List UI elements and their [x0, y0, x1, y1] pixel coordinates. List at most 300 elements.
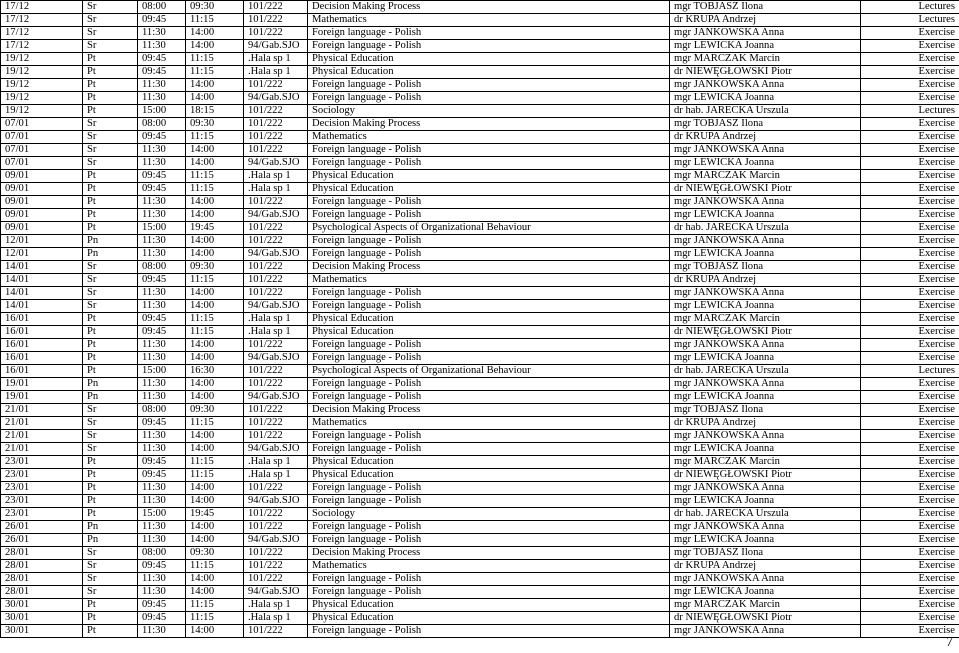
- date-cell: 14/01: [1, 287, 83, 300]
- subject-cell: Foreign language - Polish: [308, 391, 670, 404]
- date-cell: 16/01: [1, 352, 83, 365]
- table-row: [1, 53, 959, 66]
- teacher-cell: mgr TOBJASZ Ilona: [670, 404, 861, 417]
- date-cell: 17/12: [1, 40, 83, 53]
- subject-cell: Foreign language - Polish: [308, 300, 670, 313]
- start-time-cell: 09:45: [138, 326, 186, 339]
- start-time-cell: 09:45: [138, 14, 186, 27]
- room-cell: 101/222: [244, 625, 308, 638]
- table-row: [1, 79, 959, 92]
- subject-cell: Foreign language - Polish: [308, 586, 670, 599]
- class-type-cell: Exercise: [861, 391, 959, 404]
- teacher-cell: mgr JANKOWSKA Anna: [670, 196, 861, 209]
- subject-cell: Decision Making Process: [308, 261, 670, 274]
- table-row: [1, 313, 959, 326]
- date-cell: 26/01: [1, 534, 83, 547]
- day-cell: Pt: [83, 209, 138, 222]
- start-time-cell: 11:30: [138, 196, 186, 209]
- subject-cell: Physical Education: [308, 183, 670, 196]
- end-time-cell: 11:15: [186, 560, 244, 573]
- teacher-cell: mgr LEWICKA Joanna: [670, 248, 861, 261]
- end-time-cell: 11:15: [186, 417, 244, 430]
- start-time-cell: 09:45: [138, 274, 186, 287]
- day-cell: Pt: [83, 53, 138, 66]
- end-time-cell: 11:15: [186, 183, 244, 196]
- table-row: [1, 196, 959, 209]
- class-type-cell: Exercise: [861, 547, 959, 560]
- date-cell: 23/01: [1, 508, 83, 521]
- end-time-cell: 11:15: [186, 599, 244, 612]
- date-cell: 28/01: [1, 586, 83, 599]
- day-cell: Pt: [83, 612, 138, 625]
- class-type-cell: Exercise: [861, 170, 959, 183]
- date-cell: 19/12: [1, 53, 83, 66]
- table-row: [1, 274, 959, 287]
- class-type-cell: Exercise: [861, 352, 959, 365]
- table-row: [1, 339, 959, 352]
- room-cell: 101/222: [244, 131, 308, 144]
- class-type-cell: Exercise: [861, 27, 959, 40]
- subject-cell: Mathematics: [308, 560, 670, 573]
- start-time-cell: 09:45: [138, 560, 186, 573]
- teacher-cell: dr KRUPA Andrzej: [670, 274, 861, 287]
- room-cell: 94/Gab.SJO: [244, 443, 308, 456]
- date-cell: 19/01: [1, 378, 83, 391]
- teacher-cell: mgr TOBJASZ Ilona: [670, 1, 861, 14]
- end-time-cell: 19:45: [186, 508, 244, 521]
- day-cell: Śr: [83, 560, 138, 573]
- room-cell: 94/Gab.SJO: [244, 209, 308, 222]
- date-cell: 16/01: [1, 313, 83, 326]
- subject-cell: Physical Education: [308, 53, 670, 66]
- start-time-cell: 09:45: [138, 599, 186, 612]
- subject-cell: Decision Making Process: [308, 547, 670, 560]
- room-cell: .Hala sp 1: [244, 599, 308, 612]
- table-row: [1, 248, 959, 261]
- subject-cell: Physical Education: [308, 313, 670, 326]
- end-time-cell: 18:15: [186, 105, 244, 118]
- start-time-cell: 08:00: [138, 118, 186, 131]
- end-time-cell: 14:00: [186, 378, 244, 391]
- subject-cell: Mathematics: [308, 417, 670, 430]
- day-cell: Pt: [83, 365, 138, 378]
- end-time-cell: 14:00: [186, 92, 244, 105]
- end-time-cell: 14:00: [186, 352, 244, 365]
- end-time-cell: 14:00: [186, 573, 244, 586]
- subject-cell: Foreign language - Polish: [308, 573, 670, 586]
- table-row: [1, 430, 959, 443]
- end-time-cell: 14:00: [186, 521, 244, 534]
- start-time-cell: 11:30: [138, 339, 186, 352]
- start-time-cell: 11:30: [138, 495, 186, 508]
- table-row: [1, 118, 959, 131]
- subject-cell: Foreign language - Polish: [308, 287, 670, 300]
- end-time-cell: 14:00: [186, 586, 244, 599]
- class-type-cell: Lectures: [861, 1, 959, 14]
- class-type-cell: Lectures: [861, 105, 959, 118]
- day-cell: Śr: [83, 417, 138, 430]
- subject-cell: Foreign language - Polish: [308, 352, 670, 365]
- room-cell: 94/Gab.SJO: [244, 157, 308, 170]
- date-cell: 14/01: [1, 300, 83, 313]
- end-time-cell: 09:30: [186, 1, 244, 14]
- start-time-cell: 11:30: [138, 287, 186, 300]
- date-cell: 30/01: [1, 612, 83, 625]
- subject-cell: Foreign language - Polish: [308, 625, 670, 638]
- table-row: [1, 456, 959, 469]
- room-cell: 101/222: [244, 404, 308, 417]
- date-cell: 14/01: [1, 274, 83, 287]
- room-cell: 101/222: [244, 482, 308, 495]
- teacher-cell: mgr MARCZAK Marcin: [670, 170, 861, 183]
- date-cell: 21/01: [1, 430, 83, 443]
- start-time-cell: 08:00: [138, 547, 186, 560]
- subject-cell: Foreign language - Polish: [308, 235, 670, 248]
- day-cell: Pn: [83, 235, 138, 248]
- class-type-cell: Exercise: [861, 469, 959, 482]
- class-type-cell: Exercise: [861, 404, 959, 417]
- table-row: [1, 287, 959, 300]
- class-type-cell: Exercise: [861, 521, 959, 534]
- start-time-cell: 11:30: [138, 209, 186, 222]
- subject-cell: Physical Education: [308, 66, 670, 79]
- subject-cell: Physical Education: [308, 599, 670, 612]
- subject-cell: Foreign language - Polish: [308, 482, 670, 495]
- start-time-cell: 15:00: [138, 508, 186, 521]
- subject-cell: Foreign language - Polish: [308, 443, 670, 456]
- day-cell: Śr: [83, 430, 138, 443]
- room-cell: .Hala sp 1: [244, 66, 308, 79]
- subject-cell: Foreign language - Polish: [308, 27, 670, 40]
- end-time-cell: 19:45: [186, 222, 244, 235]
- date-cell: 07/01: [1, 144, 83, 157]
- subject-cell: Mathematics: [308, 14, 670, 27]
- day-cell: Pt: [83, 599, 138, 612]
- subject-cell: Foreign language - Polish: [308, 521, 670, 534]
- date-cell: 19/12: [1, 66, 83, 79]
- subject-cell: Foreign language - Polish: [308, 40, 670, 53]
- day-cell: Pn: [83, 534, 138, 547]
- class-type-cell: Exercise: [861, 534, 959, 547]
- day-cell: Śr: [83, 118, 138, 131]
- room-cell: 101/222: [244, 378, 308, 391]
- day-cell: Pt: [83, 469, 138, 482]
- teacher-cell: mgr JANKOWSKA Anna: [670, 235, 861, 248]
- subject-cell: Sociology: [308, 105, 670, 118]
- class-type-cell: Exercise: [861, 300, 959, 313]
- room-cell: 101/222: [244, 118, 308, 131]
- subject-cell: Psychological Aspects of Organizational Behaviour: [308, 365, 670, 378]
- subject-cell: Foreign language - Polish: [308, 209, 670, 222]
- class-type-cell: Exercise: [861, 157, 959, 170]
- end-time-cell: 11:15: [186, 456, 244, 469]
- room-cell: .Hala sp 1: [244, 469, 308, 482]
- room-cell: 101/222: [244, 573, 308, 586]
- end-time-cell: 14:00: [186, 144, 244, 157]
- subject-cell: Mathematics: [308, 274, 670, 287]
- start-time-cell: 11:30: [138, 79, 186, 92]
- start-time-cell: 11:30: [138, 352, 186, 365]
- start-time-cell: 09:45: [138, 131, 186, 144]
- table-row: [1, 1, 959, 14]
- table-row: [1, 222, 959, 235]
- end-time-cell: 14:00: [186, 235, 244, 248]
- date-cell: 16/01: [1, 365, 83, 378]
- teacher-cell: dr KRUPA Andrzej: [670, 560, 861, 573]
- day-cell: Pt: [83, 482, 138, 495]
- room-cell: 101/222: [244, 430, 308, 443]
- start-time-cell: 09:45: [138, 183, 186, 196]
- teacher-cell: mgr TOBJASZ Ilona: [670, 547, 861, 560]
- day-cell: Śr: [83, 287, 138, 300]
- class-type-cell: Exercise: [861, 417, 959, 430]
- room-cell: .Hala sp 1: [244, 170, 308, 183]
- end-time-cell: 14:00: [186, 625, 244, 638]
- class-type-cell: Exercise: [861, 378, 959, 391]
- start-time-cell: 11:30: [138, 625, 186, 638]
- room-cell: 94/Gab.SJO: [244, 586, 308, 599]
- teacher-cell: mgr LEWICKA Joanna: [670, 534, 861, 547]
- subject-cell: Foreign language - Polish: [308, 534, 670, 547]
- subject-cell: Foreign language - Polish: [308, 378, 670, 391]
- end-time-cell: 14:00: [186, 300, 244, 313]
- start-time-cell: 11:30: [138, 443, 186, 456]
- end-time-cell: 14:00: [186, 443, 244, 456]
- end-time-cell: 09:30: [186, 261, 244, 274]
- class-type-cell: Exercise: [861, 222, 959, 235]
- teacher-cell: dr NIEWĘGŁOWSKI Piotr: [670, 612, 861, 625]
- teacher-cell: dr NIEWĘGŁOWSKI Piotr: [670, 469, 861, 482]
- teacher-cell: mgr JANKOWSKA Anna: [670, 27, 861, 40]
- class-type-cell: Exercise: [861, 131, 959, 144]
- start-time-cell: 11:30: [138, 482, 186, 495]
- room-cell: 101/222: [244, 235, 308, 248]
- teacher-cell: mgr JANKOWSKA Anna: [670, 573, 861, 586]
- teacher-cell: mgr LEWICKA Joanna: [670, 300, 861, 313]
- end-time-cell: 14:00: [186, 430, 244, 443]
- start-time-cell: 09:45: [138, 66, 186, 79]
- table-row: [1, 508, 959, 521]
- subject-cell: Foreign language - Polish: [308, 79, 670, 92]
- date-cell: 09/01: [1, 183, 83, 196]
- end-time-cell: 14:00: [186, 157, 244, 170]
- day-cell: Pt: [83, 222, 138, 235]
- subject-cell: Foreign language - Polish: [308, 495, 670, 508]
- class-type-cell: Exercise: [861, 612, 959, 625]
- room-cell: 101/222: [244, 287, 308, 300]
- start-time-cell: 11:30: [138, 235, 186, 248]
- schedule-rows: [1, 1, 959, 638]
- date-cell: 19/12: [1, 79, 83, 92]
- start-time-cell: 08:00: [138, 404, 186, 417]
- start-time-cell: 15:00: [138, 222, 186, 235]
- end-time-cell: 14:00: [186, 534, 244, 547]
- day-cell: Śr: [83, 573, 138, 586]
- teacher-cell: mgr LEWICKA Joanna: [670, 157, 861, 170]
- date-cell: 09/01: [1, 196, 83, 209]
- day-cell: Śr: [83, 157, 138, 170]
- room-cell: 101/222: [244, 144, 308, 157]
- table-row: [1, 27, 959, 40]
- room-cell: 101/222: [244, 560, 308, 573]
- table-row: [1, 144, 959, 157]
- date-cell: 09/01: [1, 209, 83, 222]
- table-row: [1, 404, 959, 417]
- day-cell: Pn: [83, 391, 138, 404]
- class-type-cell: Exercise: [861, 586, 959, 599]
- room-cell: 101/222: [244, 105, 308, 118]
- start-time-cell: 11:30: [138, 27, 186, 40]
- start-time-cell: 11:30: [138, 534, 186, 547]
- day-cell: Pt: [83, 170, 138, 183]
- teacher-cell: dr hab. JARECKA Urszula: [670, 105, 861, 118]
- subject-cell: Decision Making Process: [308, 404, 670, 417]
- subject-cell: Sociology: [308, 508, 670, 521]
- date-cell: 23/01: [1, 482, 83, 495]
- date-cell: 26/01: [1, 521, 83, 534]
- room-cell: .Hala sp 1: [244, 183, 308, 196]
- teacher-cell: dr KRUPA Andrzej: [670, 417, 861, 430]
- table-row: [1, 469, 959, 482]
- table-row: [1, 209, 959, 222]
- class-type-cell: Exercise: [861, 196, 959, 209]
- start-time-cell: 15:00: [138, 365, 186, 378]
- table-row: [1, 495, 959, 508]
- room-cell: 101/222: [244, 508, 308, 521]
- end-time-cell: 11:15: [186, 53, 244, 66]
- table-row: [1, 326, 959, 339]
- table-row: [1, 612, 959, 625]
- table-row: [1, 378, 959, 391]
- subject-cell: Physical Education: [308, 469, 670, 482]
- table-row: [1, 534, 959, 547]
- start-time-cell: 11:30: [138, 92, 186, 105]
- class-type-cell: Exercise: [861, 560, 959, 573]
- teacher-cell: mgr JANKOWSKA Anna: [670, 339, 861, 352]
- teacher-cell: mgr JANKOWSKA Anna: [670, 482, 861, 495]
- date-cell: 28/01: [1, 560, 83, 573]
- teacher-cell: mgr JANKOWSKA Anna: [670, 521, 861, 534]
- room-cell: 94/Gab.SJO: [244, 391, 308, 404]
- teacher-cell: mgr MARCZAK Marcin: [670, 456, 861, 469]
- start-time-cell: 09:45: [138, 53, 186, 66]
- day-cell: Śr: [83, 131, 138, 144]
- end-time-cell: 11:15: [186, 313, 244, 326]
- end-time-cell: 09:30: [186, 404, 244, 417]
- room-cell: 94/Gab.SJO: [244, 495, 308, 508]
- day-cell: Śr: [83, 14, 138, 27]
- room-cell: 101/222: [244, 365, 308, 378]
- subject-cell: Psychological Aspects of Organizational Behaviour: [308, 222, 670, 235]
- day-cell: Śr: [83, 547, 138, 560]
- teacher-cell: mgr JANKOWSKA Anna: [670, 287, 861, 300]
- start-time-cell: 11:30: [138, 144, 186, 157]
- table-row: [1, 131, 959, 144]
- day-cell: Pt: [83, 456, 138, 469]
- date-cell: 12/01: [1, 248, 83, 261]
- day-cell: Śr: [83, 261, 138, 274]
- start-time-cell: 11:30: [138, 430, 186, 443]
- day-cell: Pt: [83, 352, 138, 365]
- room-cell: 101/222: [244, 27, 308, 40]
- date-cell: 16/01: [1, 326, 83, 339]
- start-time-cell: 11:30: [138, 391, 186, 404]
- class-type-cell: Exercise: [861, 248, 959, 261]
- table-row: [1, 482, 959, 495]
- room-cell: 101/222: [244, 521, 308, 534]
- day-cell: Śr: [83, 144, 138, 157]
- day-cell: Pn: [83, 378, 138, 391]
- class-type-cell: Exercise: [861, 274, 959, 287]
- date-cell: 21/01: [1, 417, 83, 430]
- class-type-cell: Exercise: [861, 495, 959, 508]
- day-cell: Pt: [83, 339, 138, 352]
- table-row: [1, 352, 959, 365]
- end-time-cell: 11:15: [186, 66, 244, 79]
- table-row: [1, 391, 959, 404]
- table-row: [1, 586, 959, 599]
- date-cell: 09/01: [1, 170, 83, 183]
- room-cell: .Hala sp 1: [244, 612, 308, 625]
- table-row: [1, 183, 959, 196]
- day-cell: Pt: [83, 196, 138, 209]
- class-type-cell: Lectures: [861, 14, 959, 27]
- day-cell: Pt: [83, 625, 138, 638]
- subject-cell: Physical Education: [308, 326, 670, 339]
- class-type-cell: Exercise: [861, 456, 959, 469]
- class-type-cell: Exercise: [861, 430, 959, 443]
- day-cell: Śr: [83, 27, 138, 40]
- date-cell: 12/01: [1, 235, 83, 248]
- table-row: [1, 560, 959, 573]
- end-time-cell: 16:30: [186, 365, 244, 378]
- start-time-cell: 08:00: [138, 261, 186, 274]
- table-row: [1, 92, 959, 105]
- date-cell: 19/01: [1, 391, 83, 404]
- date-cell: 09/01: [1, 222, 83, 235]
- subject-cell: Foreign language - Polish: [308, 157, 670, 170]
- end-time-cell: 11:15: [186, 131, 244, 144]
- room-cell: 94/Gab.SJO: [244, 534, 308, 547]
- end-time-cell: 09:30: [186, 118, 244, 131]
- day-cell: Pt: [83, 326, 138, 339]
- date-cell: 28/01: [1, 573, 83, 586]
- start-time-cell: 11:30: [138, 378, 186, 391]
- class-type-cell: Exercise: [861, 261, 959, 274]
- end-time-cell: 14:00: [186, 495, 244, 508]
- teacher-cell: mgr TOBJASZ Ilona: [670, 261, 861, 274]
- subject-cell: Foreign language - Polish: [308, 339, 670, 352]
- date-cell: 30/01: [1, 625, 83, 638]
- start-time-cell: 15:00: [138, 105, 186, 118]
- start-time-cell: 09:45: [138, 469, 186, 482]
- end-time-cell: 11:15: [186, 274, 244, 287]
- start-time-cell: 08:00: [138, 1, 186, 14]
- table-row: [1, 365, 959, 378]
- class-type-cell: Exercise: [861, 287, 959, 300]
- room-cell: .Hala sp 1: [244, 326, 308, 339]
- start-time-cell: 11:30: [138, 157, 186, 170]
- start-time-cell: 11:30: [138, 248, 186, 261]
- table-row: [1, 157, 959, 170]
- room-cell: 101/222: [244, 547, 308, 560]
- room-cell: 94/Gab.SJO: [244, 92, 308, 105]
- teacher-cell: dr NIEWĘGŁOWSKI Piotr: [670, 326, 861, 339]
- class-type-cell: Exercise: [861, 40, 959, 53]
- date-cell: 17/12: [1, 1, 83, 14]
- teacher-cell: dr hab. JARECKA Urszula: [670, 508, 861, 521]
- day-cell: Śr: [83, 300, 138, 313]
